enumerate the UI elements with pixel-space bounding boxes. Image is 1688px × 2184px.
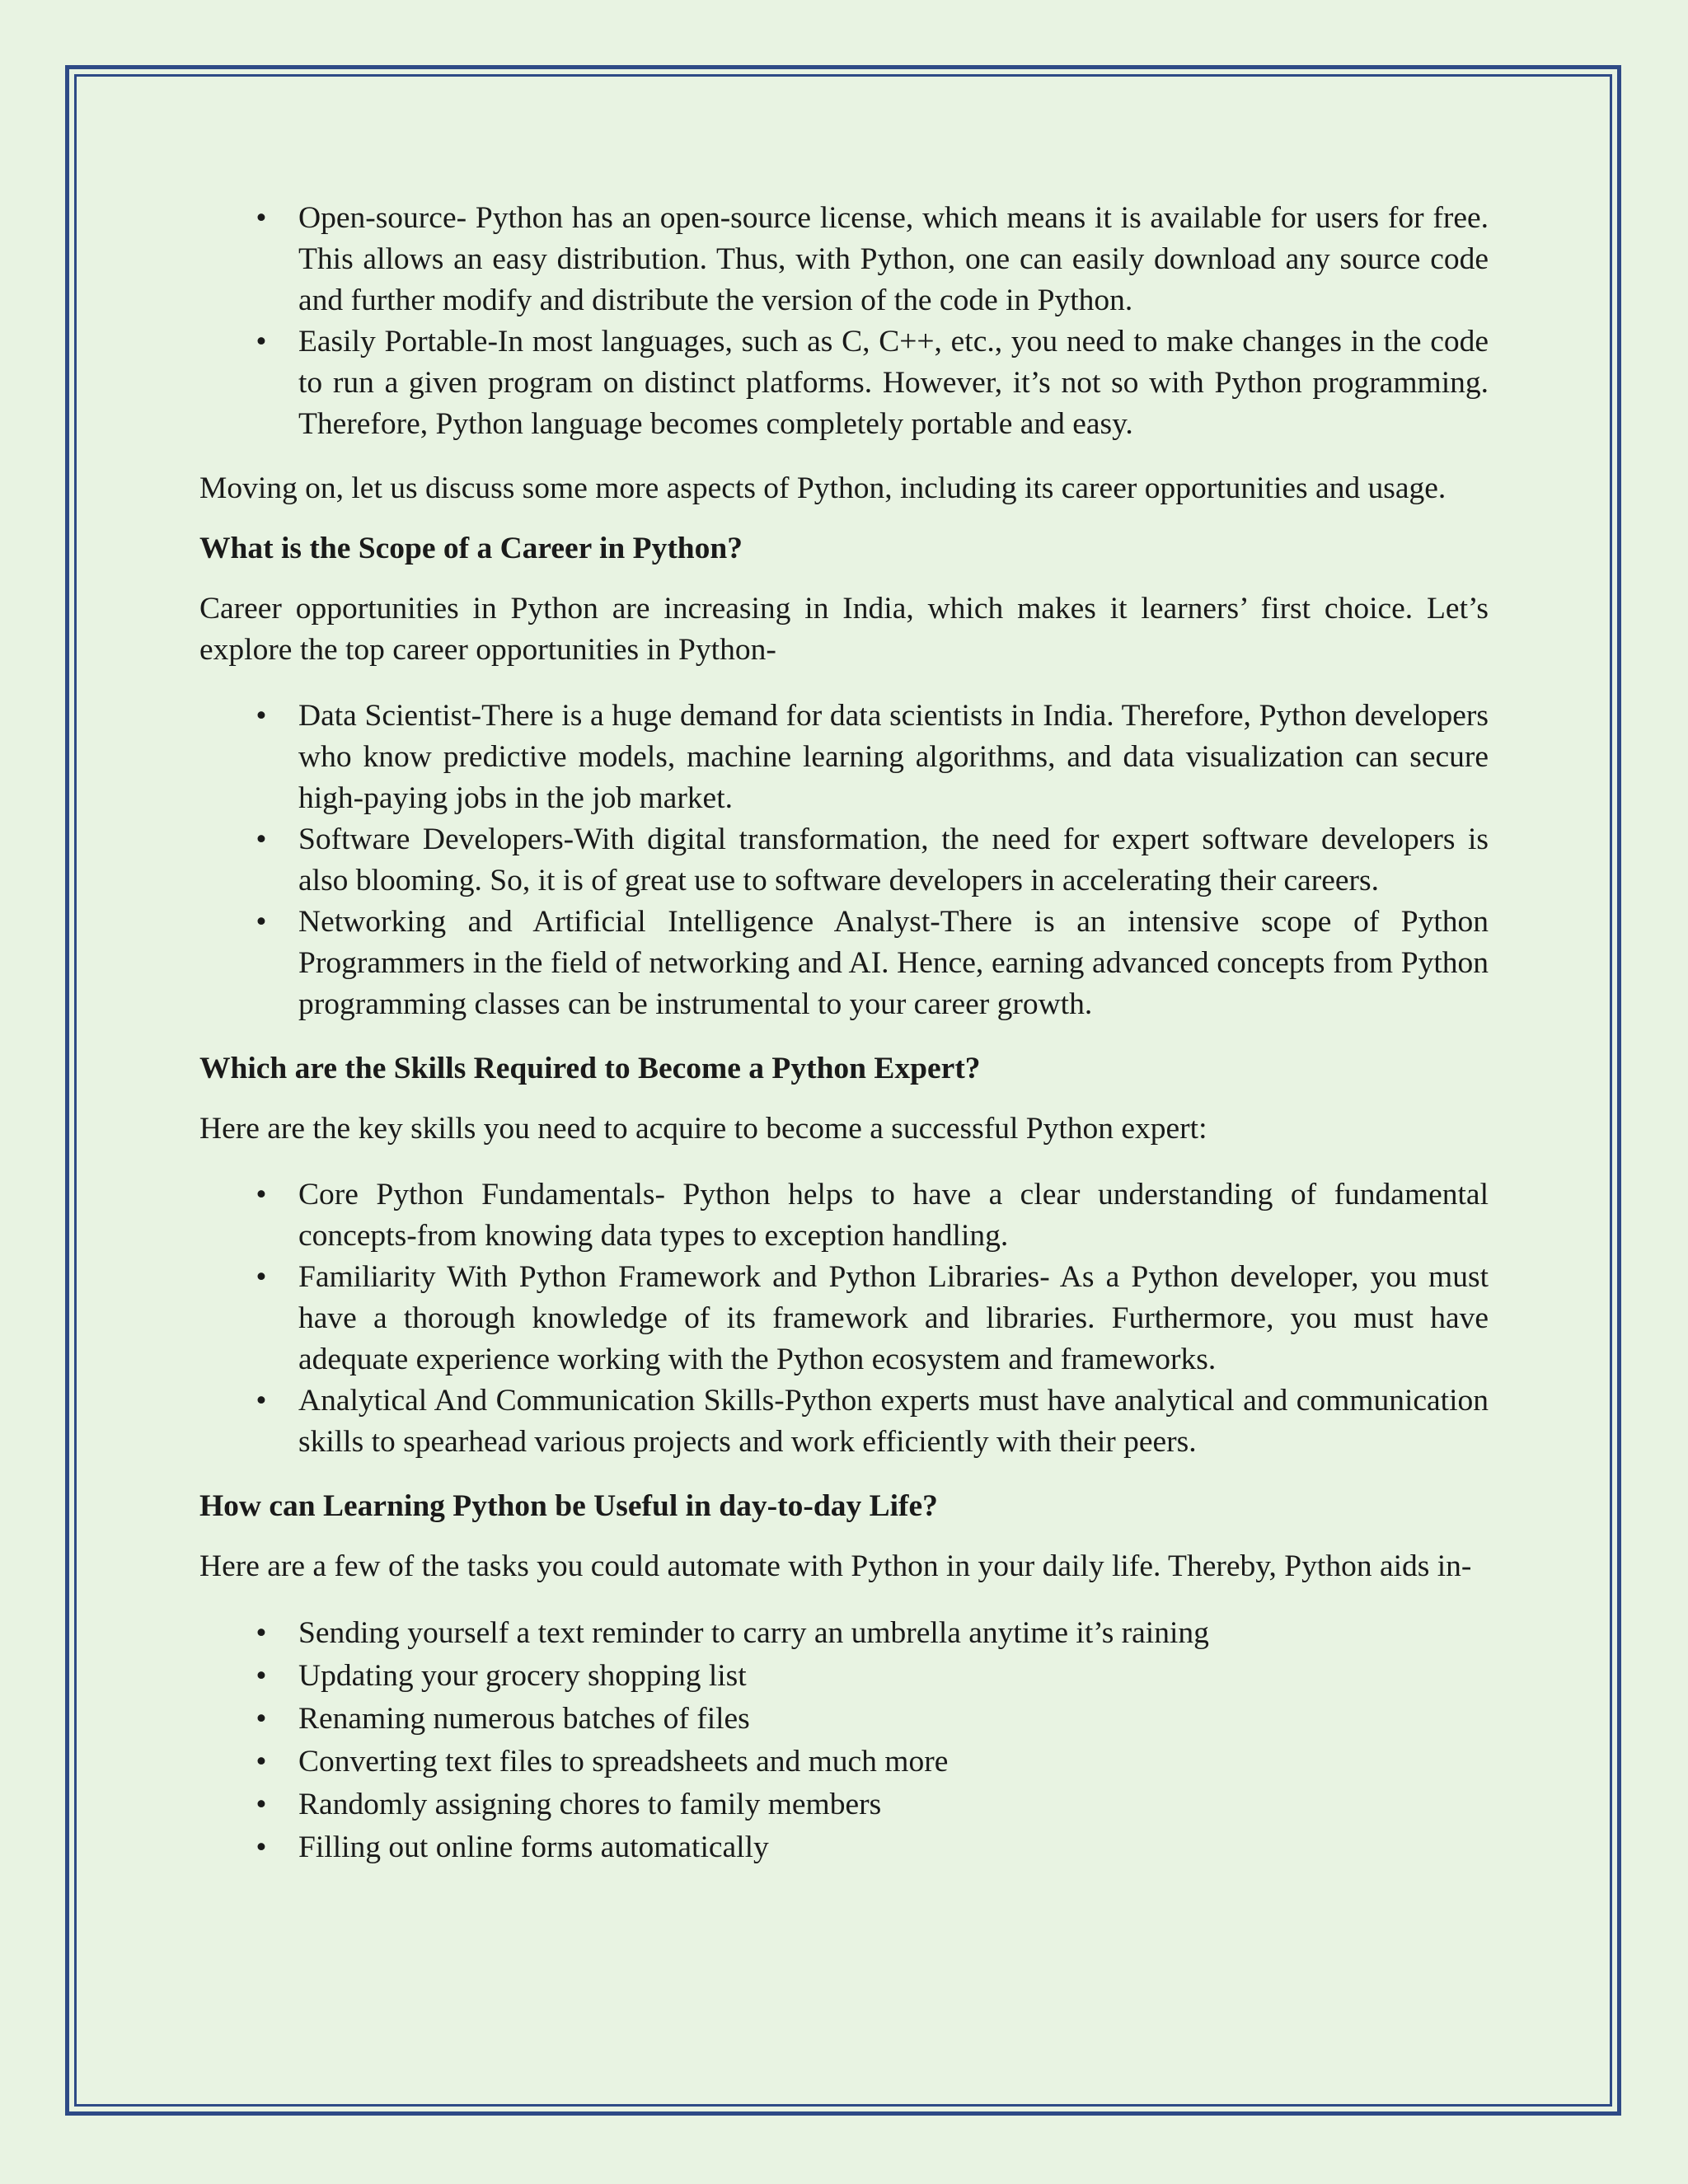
list-item (199, 1380, 1489, 1463)
list-item (199, 198, 1489, 321)
bullet-icon: • (256, 823, 267, 856)
list-item-text: Core Python Fundamentals- Python helps to have a clear understanding of fundamental concepts-from knowing data types to exception handling. (298, 1178, 1489, 1253)
document-body (199, 198, 1489, 1869)
list-item-text: Analytical And Communication Skills-Python experts must have analytical and communication skills to spearhead various projects and work efficiently with their peers. (298, 1384, 1489, 1459)
list-item-text: Networking and Artificial Intelligence Analyst-There is an intensive scope of Python Programmers in the field of networking and AI. Hence, earning advanced concepts from Python programming classes can be instrumental to your career growth. (298, 905, 1489, 1021)
career-list (199, 696, 1489, 1025)
skills-list (199, 1174, 1489, 1463)
list-item (199, 1257, 1489, 1380)
list-item (199, 1783, 1489, 1826)
bullet-icon: • (256, 1384, 267, 1418)
list-item-text: Easily Portable-In most languages, such as C, C++, etc., you need to make changes in the code to run a given program on distinct platforms. However, it’s not so with Python programming. Therefore, Python language becomes completely portable and easy. (298, 325, 1489, 441)
list-item-text: Updating your grocery shopping list (298, 1659, 747, 1693)
paragraph-skills: Here are the key skills you need to acquire to become a successful Python expert: (199, 1112, 1207, 1146)
bullet-icon: • (256, 1702, 267, 1736)
list-item-text: Data Scientist-There is a huge demand for data scientists in India. Therefore, Python developers who know predictive models, machine learning algorithms, and data visualization can secure high-paying jobs in the job market. (298, 699, 1489, 815)
daily-tasks-list (199, 1612, 1489, 1869)
list-item (199, 819, 1489, 902)
list-item (199, 321, 1489, 445)
list-item-text: Software Developers-With digital transformation, the need for expert software developers is also blooming. So, it is of great use to software developers in accelerating their careers. (298, 823, 1489, 898)
list-item (199, 902, 1489, 1025)
bullet-icon: • (256, 905, 267, 939)
bullet-icon: • (256, 1659, 267, 1693)
bullet-icon: • (256, 1830, 267, 1864)
features-list (199, 198, 1489, 445)
list-item-text: Converting text files to spreadsheets and much more (298, 1745, 949, 1779)
list-item (199, 1174, 1489, 1257)
list-item (199, 1698, 1489, 1741)
paragraph-moving-on: Moving on, let us discuss some more aspects of Python, including its career opportunities and usage. (199, 471, 1447, 505)
bullet-icon: • (256, 201, 267, 235)
list-item (199, 1741, 1489, 1783)
list-item-text: Filling out online forms automatically (298, 1830, 769, 1864)
list-item-text: Renaming numerous batches of files (298, 1702, 750, 1736)
paragraph-daily: Here are a few of the tasks you could automate with Python in your daily life. Thereby, Python aids in- (199, 1549, 1472, 1583)
bullet-icon: • (256, 325, 267, 359)
bullet-icon: • (256, 699, 267, 733)
heading-daily-life: How can Learning Python be Useful in day-to-day Life? (199, 1489, 938, 1523)
bullet-icon: • (256, 1178, 267, 1212)
bullet-icon: • (256, 1745, 267, 1779)
list-item (199, 1612, 1489, 1655)
list-item-text: Open-source- Python has an open-source license, which means it is available for users for free. This allows an easy distribution. Thus, with Python, one can easily download any source code and further modify and distribute the version of the code in Python. (298, 201, 1489, 317)
paragraph-career: Career opportunities in Python are increasing in India, which makes it learners’ first choice. Let’s explore the top career opportunities in Python- (199, 592, 1489, 667)
heading-skills: Which are the Skills Required to Become a Python Expert? (199, 1052, 981, 1085)
list-item-text: Sending yourself a text reminder to carry an umbrella anytime it’s raining (298, 1616, 1209, 1650)
bullet-icon: • (256, 1616, 267, 1650)
bullet-icon: • (256, 1788, 267, 1821)
heading-career-scope: What is the Scope of a Career in Python? (199, 532, 743, 565)
list-item-text: Familiarity With Python Framework and Python Libraries- As a Python developer, you must have a thorough knowledge of its framework and libraries. Furthermore, you must have adequate experience working with the Python ecosystem and frameworks. (298, 1260, 1489, 1376)
list-item (199, 1826, 1489, 1869)
list-item (199, 696, 1489, 819)
bullet-icon: • (256, 1260, 267, 1294)
list-item-text: Randomly assigning chores to family members (298, 1788, 882, 1821)
list-item (199, 1655, 1489, 1698)
